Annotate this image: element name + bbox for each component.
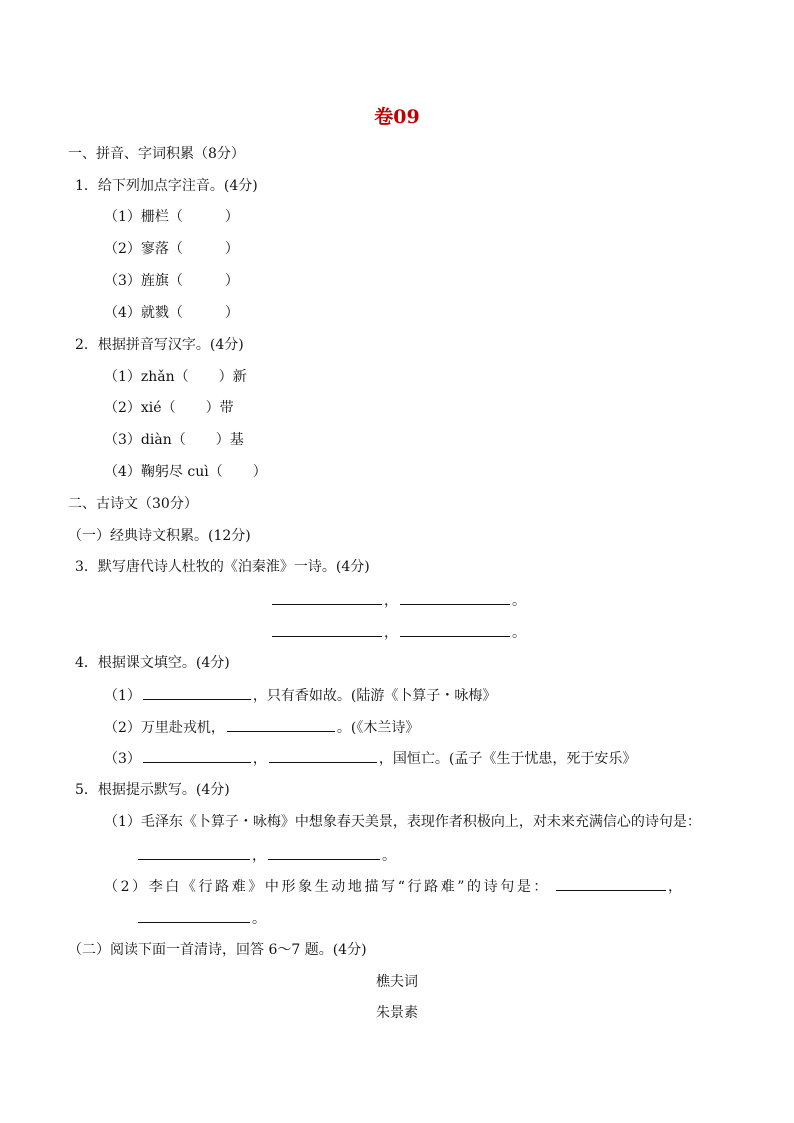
q2-item-post: ）基 bbox=[215, 432, 244, 448]
close-paren: ） bbox=[224, 209, 239, 225]
answer-blank[interactable] bbox=[138, 845, 250, 860]
question-4: 4．根据课文填空。(4分) bbox=[75, 655, 230, 671]
period: 。 bbox=[382, 848, 396, 864]
answer-blank[interactable] bbox=[272, 590, 382, 605]
q1-item-text: （1）栅栏（ bbox=[104, 209, 183, 225]
close-paren: ） bbox=[224, 273, 239, 289]
q5-blank-line bbox=[136, 908, 266, 929]
item-text: （2）万里赴戎机， bbox=[104, 720, 225, 736]
q2-item-pre: （4）鞠躬尽 cuì（ bbox=[104, 464, 223, 480]
answer-blank[interactable] bbox=[138, 908, 250, 923]
q2-item bbox=[104, 462, 267, 482]
close-paren: ） bbox=[224, 305, 239, 321]
q1-item-text: （2）寥落（ bbox=[104, 241, 183, 257]
q2-item-pre: （2）xié（ bbox=[104, 400, 176, 416]
q5-item bbox=[104, 876, 685, 897]
q2-item-post: ） bbox=[252, 464, 267, 480]
question-3: 3．默写唐代诗人杜牧的《泊秦淮》一诗。(4分) bbox=[75, 559, 370, 575]
answer-blank[interactable] bbox=[400, 590, 510, 605]
q2-item-pre: （3）diàn（ bbox=[104, 432, 186, 448]
q2-item bbox=[104, 367, 247, 387]
q4-item bbox=[104, 748, 636, 769]
q1-item-text: （3）旌旗（ bbox=[104, 273, 183, 289]
q1-item-text: （4）就戮（ bbox=[104, 305, 183, 321]
item-text: 。(《木兰诗》 bbox=[336, 720, 420, 736]
answer-blank[interactable] bbox=[143, 685, 251, 700]
q2-item-post: ）带 bbox=[205, 400, 234, 416]
poem-author: 朱景素 bbox=[376, 1005, 418, 1021]
q1-item bbox=[104, 207, 239, 227]
q2-item-pre: （1）zhǎn（ bbox=[104, 369, 189, 385]
period: 。 bbox=[252, 911, 266, 927]
answer-blank[interactable] bbox=[268, 845, 380, 860]
answer-blank[interactable] bbox=[400, 622, 510, 637]
q2-item bbox=[104, 398, 234, 418]
question-5: 5．根据提示默写。(4分) bbox=[75, 782, 230, 798]
q4-item bbox=[104, 717, 419, 738]
comma: ， bbox=[384, 625, 398, 641]
item-text: （2）李白《行路难》中形象生动地描写“行路难”的诗句是： bbox=[104, 879, 551, 895]
answer-blank[interactable] bbox=[556, 876, 666, 891]
answer-blank[interactable] bbox=[143, 748, 251, 763]
period: 。 bbox=[512, 625, 526, 641]
poem-blank-line bbox=[270, 590, 526, 611]
q1-item bbox=[104, 271, 239, 291]
question-2: 2．根据拼音写汉字。(4分) bbox=[75, 337, 244, 353]
question-1: 1．给下列加点字注音。(4分) bbox=[75, 178, 258, 194]
close-paren: ） bbox=[224, 241, 239, 257]
section-heading: 二、古诗文（30分） bbox=[68, 496, 198, 512]
comma: ， bbox=[252, 848, 266, 864]
item-number: （1） bbox=[104, 688, 141, 704]
answer-blank[interactable] bbox=[269, 748, 377, 763]
q4-item bbox=[104, 685, 496, 706]
poem-blank-line bbox=[270, 622, 526, 643]
comma: ， bbox=[252, 751, 267, 767]
answer-blank[interactable] bbox=[227, 717, 335, 732]
comma: ， bbox=[384, 593, 398, 609]
answer-blank[interactable] bbox=[272, 622, 382, 637]
subsection-heading: （一）经典诗文积累。(12分) bbox=[68, 528, 251, 544]
q5-blank-line bbox=[136, 845, 396, 866]
q2-item bbox=[104, 430, 244, 450]
section-heading: 一、拼音、字词积累（8分） bbox=[68, 146, 245, 162]
q5-item: （1）毛泽东《卜算子・咏梅》中想象春天美景，表现作者积极向上，对未来充满信心的诗句是： bbox=[104, 814, 701, 830]
poem-title: 樵夫词 bbox=[376, 974, 418, 990]
period: 。 bbox=[512, 593, 526, 609]
item-number: （3） bbox=[104, 751, 141, 767]
comma: ， bbox=[668, 879, 685, 895]
item-text: ，只有香如故。(陆游《卜算子・咏梅》 bbox=[252, 688, 497, 704]
q1-item bbox=[104, 239, 239, 259]
page-title: 卷09 bbox=[374, 106, 420, 128]
item-text: ，国恒亡。(孟子《生于忧患，死于安乐》 bbox=[378, 751, 637, 767]
q2-item-post: ）新 bbox=[218, 369, 247, 385]
q1-item bbox=[104, 303, 239, 323]
subsection-heading: （二）阅读下面一首清诗，回答 6～7 题。(4分) bbox=[68, 942, 367, 958]
